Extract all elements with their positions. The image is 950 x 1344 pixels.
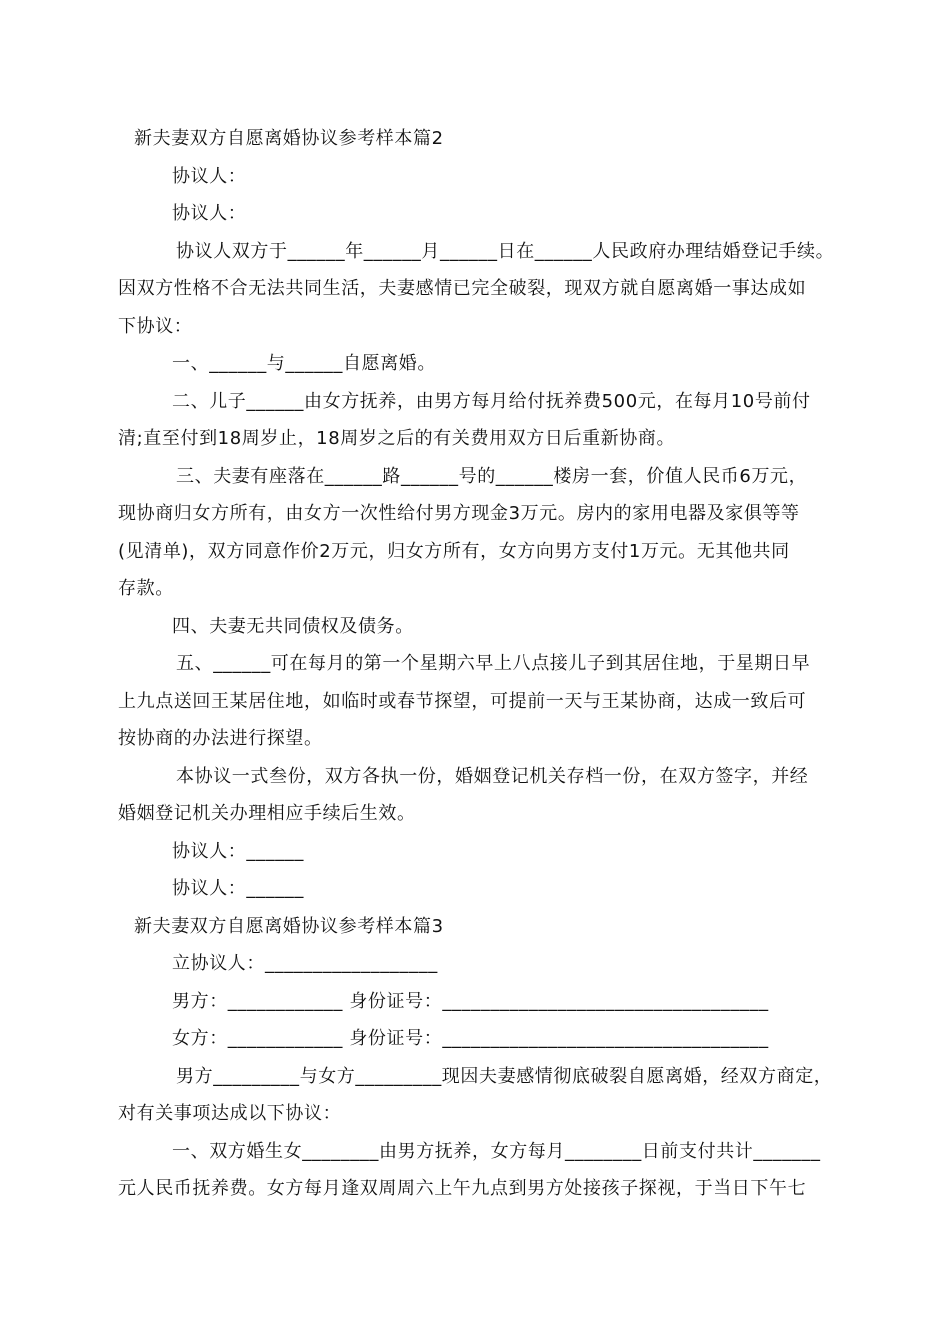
clause-line: 五、______可在每月的第一个星期六早上八点接儿子到其居住地，于星期日早	[176, 653, 811, 674]
clause-line: 四、夫妻无共同债权及债务。	[172, 616, 414, 637]
clause-line: 二、儿子______由女方抚养，由男方每月给付抚养费500元，在每月10号前付	[172, 391, 811, 412]
party-line: 协议人：	[172, 166, 247, 187]
clause-line: 存款。	[118, 578, 174, 599]
paragraph-line: 协议人双方于______年______月______日在______人民政府办理结婚登记手续。	[176, 241, 835, 262]
clause-line: 一、______与______自愿离婚。	[172, 353, 436, 374]
party-line: 协议人：	[172, 203, 247, 224]
clause-line: 上九点送回王某居住地，如临时或春节探望，可提前一天与王某协商，达成一致后可	[118, 691, 807, 712]
paragraph-line: 婚姻登记机关办理相应手续后生效。	[118, 803, 416, 824]
party-line: 男方：____________ 身份证号：__________________________________	[172, 991, 769, 1012]
clause-line: 一、双方婚生女________由男方抚养，女方每月________日前支付共计_______	[172, 1141, 821, 1162]
party-line: 女方：____________ 身份证号：__________________________________	[172, 1028, 769, 1049]
clause-line: 清;直至付到18周岁止，18周岁之后的有关费用双方日后重新协商。	[118, 428, 676, 449]
clause-line: 按协商的办法进行探望。	[118, 728, 323, 749]
paragraph-line: 男方_________与女方_________现因夫妻感情彻底破裂自愿离婚，经双方商定，	[176, 1066, 833, 1087]
signature-line: 协议人：______	[172, 841, 304, 862]
party-line: 立协议人：__________________	[172, 953, 438, 974]
paragraph-line: 因双方性格不合无法共同生活，夫妻感情已完全破裂，现双方就自愿离婚一事达成如	[118, 278, 807, 299]
paragraph-line: 本协议一式叁份，双方各执一份，婚姻登记机关存档一份，在双方签字，并经	[176, 766, 809, 787]
paragraph-line: 下协议：	[118, 316, 193, 337]
paragraph-line: 对有关事项达成以下协议：	[118, 1103, 342, 1124]
clause-line: 三、夫妻有座落在______路______号的______楼房一套，价值人民币6万元，	[176, 466, 808, 487]
signature-line: 协议人：______	[172, 878, 304, 899]
section-title-3: 新夫妻双方自愿离婚协议参考样本篇3	[134, 916, 444, 937]
clause-line: 元人民币抚养费。女方每月逢双周周六上午九点到男方处接孩子探视，于当日下午七	[118, 1178, 807, 1199]
section-title-2: 新夫妻双方自愿离婚协议参考样本篇2	[134, 128, 444, 149]
clause-line: (见清单)，双方同意作价2万元，归女方所有，女方向男方支付1万元。无其他共同	[118, 541, 790, 562]
clause-line: 现协商归女方所有，由女方一次性给付男方现金3万元。房内的家用电器及家俱等等	[118, 503, 800, 524]
